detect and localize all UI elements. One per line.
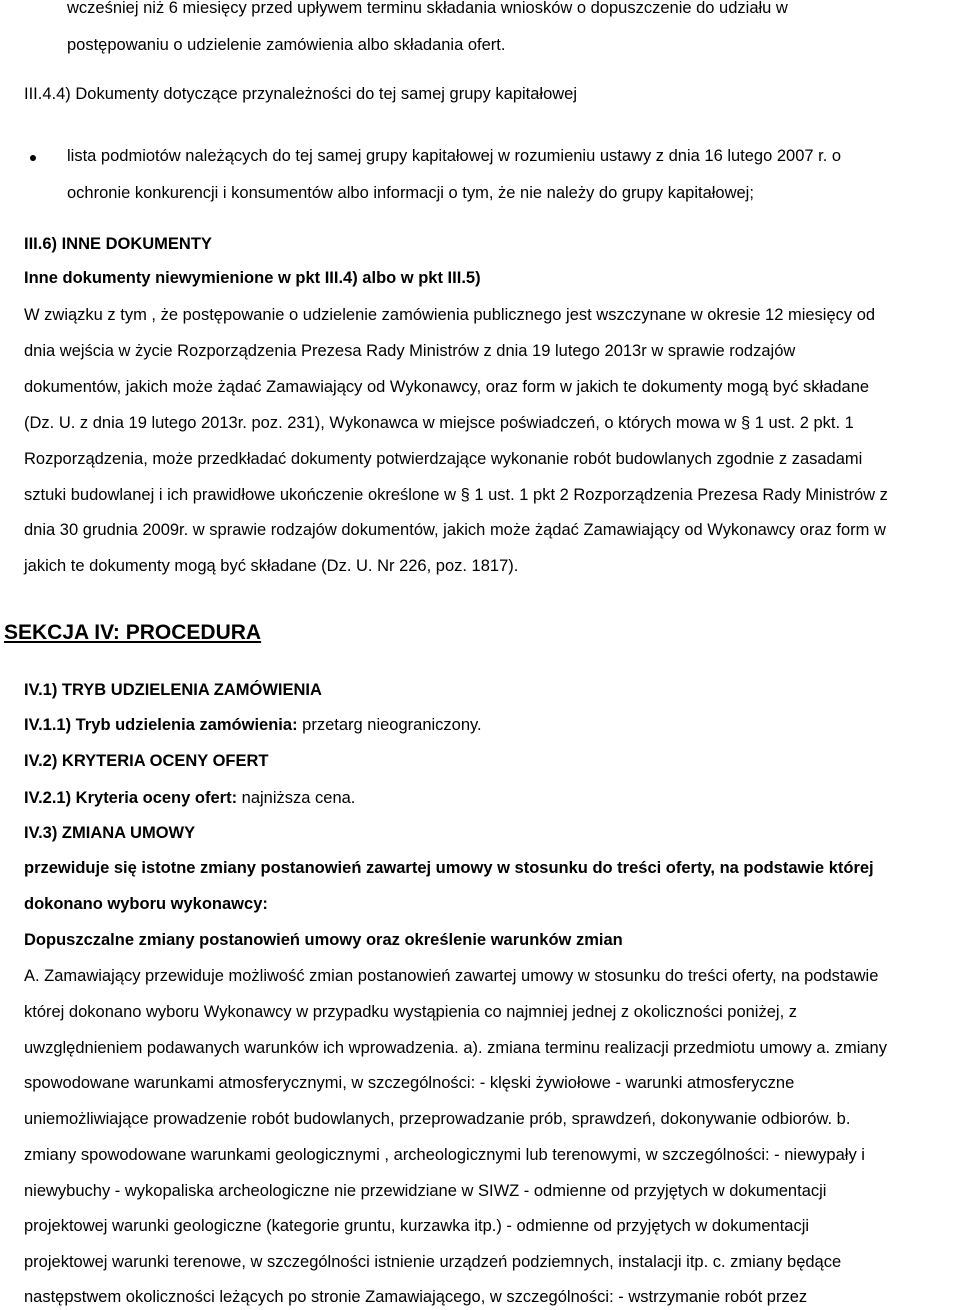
paragraph-line: dnia 30 grudnia 2009r. w sprawie rodzajów dokumentów, jakich może żądać Zamawiający od Wykonawcy oraz form w (24, 521, 886, 539)
paragraph-line: spowodowane warunkami atmosferycznymi, w szczególności: - klęski żywiołowe - warunki atmosferyczne (24, 1074, 795, 1092)
paragraph-line: której dokonano wyboru Wykonawcy w przypadku wystąpienia co najmniej jednej z okoliczności poniżej, z (24, 1003, 797, 1021)
bold-line: dokonano wyboru wykonawcy: (24, 895, 268, 913)
field-label: IV.1.1) Tryb udzielenia zamówienia: (24, 716, 298, 734)
section-heading: III.4.4) Dokumenty dotyczące przynależności do tej samej grupy kapitałowej (24, 85, 578, 103)
paragraph-line: projektowej warunki terenowe, w szczególności istnienie urządzeń podziemnych, instalacji itp. c. zmiany będące (24, 1253, 842, 1271)
paragraph-line: (Dz. U. z dnia 19 lutego 2013r. poz. 231), Wykonawca w miejsce poświadczeń, o których mowa w § 1 ust. 2 pkt. 1 (24, 414, 854, 432)
field-row (24, 788, 355, 808)
section-heading: IV.2) KRYTERIA OCENY OFERT (24, 752, 269, 770)
paragraph-line: jakich te dokumenty mogą być składane (Dz. U. Nr 226, poz. 1817). (24, 557, 519, 575)
field-value: przetarg nieograniczony. (297, 716, 482, 734)
paragraph-line: niewybuchy - wykopaliska archeologiczne nie przewidziane w SIWZ - odmienne od przyjętych w dokumentacji (24, 1182, 827, 1200)
paragraph-line: uniemożliwiające prowadzenie robót budowlanych, przeprowadzanie prób, sprawdzeń, dokonywanie odbiorów. b. (24, 1110, 851, 1128)
bullet-icon (30, 155, 36, 161)
section-heading: III.6) INNE DOKUMENTY (24, 235, 212, 253)
field-label: IV.2.1) Kryteria oceny ofert: (24, 789, 238, 807)
text-line: lista podmiotów należących do tej samej grupy kapitałowej w rozumieniu ustawy z dnia 16 lutego 2007 r. o (67, 147, 842, 165)
paragraph-line: A. Zamawiający przewiduje możliwość zmian postanowień zawartej umowy w stosunku do treści oferty, na podstawie (24, 967, 879, 985)
field-value: najniższa cena. (237, 789, 356, 807)
section-title: SEKCJA IV: PROCEDURA (4, 621, 262, 644)
paragraph-line: zmiany spowodowane warunkami geologicznymi , archeologicznymi lub terenowymi, w szczególności: - niewypały i (24, 1146, 865, 1164)
paragraph-line: dnia wejścia w życie Rozporządzenia Prezesa Rady Ministrów z dnia 19 lutego 2013r w sprawie rodzajów (24, 342, 796, 360)
text-line: postępowaniu o udzielenie zamówienia albo składania ofert. (67, 36, 506, 54)
section-heading: IV.3) ZMIANA UMOWY (24, 824, 196, 842)
text-line: ochronie konkurencji i konsumentów albo informacji o tym, że nie należy do grupy kapitałowej; (67, 184, 754, 202)
paragraph-line: Rozporządzenia, może przedkładać dokumenty potwierdzające wykonanie robót budowlanych zgodnie z zasadami (24, 450, 863, 468)
paragraph-line: W związku z tym , że postępowanie o udzielenie zamówienia publicznego jest wszczynane w okresie 12 miesięcy od (24, 306, 876, 324)
bold-line: Dopuszczalne zmiany postanowień umowy oraz określenie warunków zmian (24, 931, 623, 949)
paragraph-line: projektowej warunki geologiczne (kategorie gruntu, kurzawka itp.) - odmienne od przyjętych w dokumentacji (24, 1217, 810, 1235)
paragraph-line: dokumentów, jakich może żądać Zamawiający od Wykonawcy, oraz form w jakich te dokumenty mogą być składane (24, 378, 870, 396)
bold-line: przewiduje się istotne zmiany postanowień zawartej umowy w stosunku do treści oferty, na podstawie której (24, 859, 874, 877)
paragraph-line: sztuki budowlanej i ich prawidłowe ukończenie określone w § 1 ust. 1 pkt 2 Rozporządzenia Prezesa Rady Ministrów z (24, 486, 888, 504)
field-row (24, 715, 482, 735)
text-line: wcześniej niż 6 miesięcy przed upływem terminu składania wniosków o dopuszczenie do udziału w (67, 0, 788, 17)
section-heading: IV.1) TRYB UDZIELENIA ZAMÓWIENIA (24, 681, 322, 699)
subheading: Inne dokumenty niewymienione w pkt III.4) albo w pkt III.5) (24, 269, 481, 287)
paragraph-line: następstwem okoliczności leżących po stronie Zamawiającego, w szczególności: - wstrzymanie robót przez (24, 1288, 808, 1306)
paragraph-line: uwzględnieniem podawanych warunków ich wprowadzenia. a). zmiana terminu realizacji przedmiotu umowy a. zmiany (24, 1039, 887, 1057)
